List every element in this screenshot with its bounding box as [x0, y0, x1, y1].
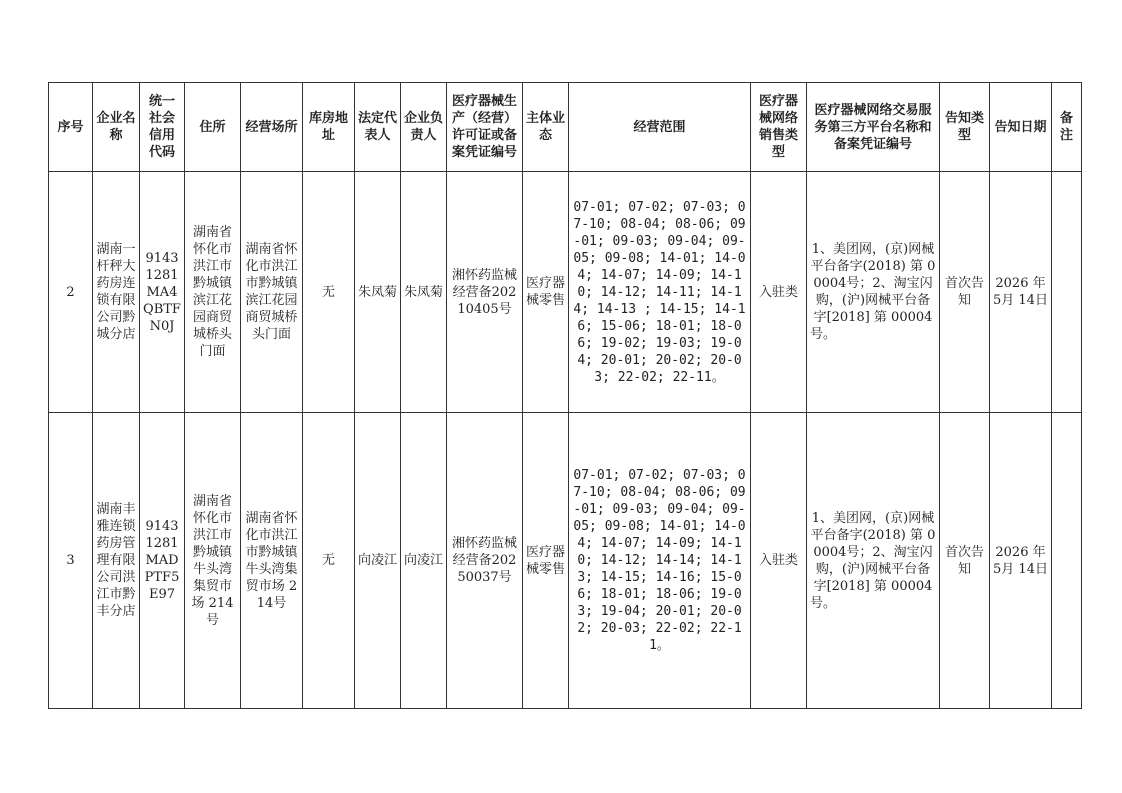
header-license-no: 医疗器械生产（经营）许可证或备案凭证编号: [447, 83, 523, 172]
cell-credit-code: 91431281MADPTF5E97: [140, 413, 185, 709]
header-scope: 经营范围: [569, 83, 751, 172]
cell-residence: 湖南省怀化市洪江市黔城镇滨江花园商贸城桥头门面: [185, 172, 241, 413]
header-sales-type: 医疗器械网络销售类型: [751, 83, 807, 172]
header-credit-code: 统一社会信用代码: [140, 83, 185, 172]
cell-responsible: 朱凤菊: [401, 172, 447, 413]
header-seq: 序号: [49, 83, 93, 172]
cell-legal-rep: 朱凤菊: [355, 172, 401, 413]
cell-notice-date: 2026 年 5月 14日: [990, 172, 1052, 413]
cell-business-place: 湖南省怀化市洪江市黔城镇牛头湾集贸市场 214号: [241, 413, 303, 709]
cell-entity-status: 医疗器械零售: [523, 172, 569, 413]
header-notice-date: 告知日期: [990, 83, 1052, 172]
cell-notice-type: 首次告知: [940, 413, 990, 709]
header-warehouse: 库房地址: [303, 83, 355, 172]
record-table: [48, 82, 1082, 709]
cell-notice-date: 2026 年 5月 14日: [990, 413, 1052, 709]
header-legal-rep: 法定代表人: [355, 83, 401, 172]
cell-remarks: [1052, 172, 1082, 413]
cell-company-name: 湖南丰雅连锁药房管理有限公司洪江市黔丰分店: [93, 413, 140, 709]
cell-platform: 1、美团网，(京)网械平台备字(2018) 第 00004号；2、淘宝闪购，(沪)网械平台备字[2018] 第 00004号。: [807, 413, 940, 709]
cell-entity-status: 医疗器械零售: [523, 413, 569, 709]
header-entity-status: 主体业态: [523, 83, 569, 172]
cell-sales-type: 入驻类: [751, 413, 807, 709]
header-platform: 医疗器械网络交易服务第三方平台名称和备案凭证编号: [807, 83, 940, 172]
cell-legal-rep: 向凌江: [355, 413, 401, 709]
cell-scope: 07-01; 07-02; 07-03; 07-10; 08-04; 08-06; 09-01; 09-03; 09-04; 09-05; 09-08; 14-01; 14-04; 14-07; 14-09; 14-10; 14-12; 14-11; 14-14; 14-13 ; 14-15; 14-16; 15-06; 18-01; 18-06; 19-02; 19-03; 19-04; 20-01; 20-02; 20-03; 22-02; 22-11。: [569, 172, 751, 413]
cell-company-name: 湖南一杆秤大药房连锁有限公司黔城分店: [93, 172, 140, 413]
cell-seq: 2: [49, 172, 93, 413]
cell-platform: 1、美团网，(京)网械平台备字(2018) 第 00004号；2、淘宝闪购，(沪)网械平台备字[2018] 第 00004号。: [807, 172, 940, 413]
cell-license-no: 湘怀药监械经营备20210405号: [447, 172, 523, 413]
cell-warehouse: 无: [303, 413, 355, 709]
cell-remarks: [1052, 413, 1082, 709]
cell-warehouse: 无: [303, 172, 355, 413]
table-row: [49, 172, 1082, 413]
header-business-place: 经营场所: [241, 83, 303, 172]
cell-seq: 3: [49, 413, 93, 709]
cell-notice-type: 首次告知: [940, 172, 990, 413]
header-responsible: 企业负责人: [401, 83, 447, 172]
cell-license-no: 湘怀药监械经营备20250037号: [447, 413, 523, 709]
cell-sales-type: 入驻类: [751, 172, 807, 413]
cell-business-place: 湖南省怀化市洪江市黔城镇滨江花园商贸城桥头门面: [241, 172, 303, 413]
cell-scope: 07-01; 07-02; 07-03; 07-10; 08-04; 08-06; 09-01; 09-03; 09-04; 09-05; 09-08; 14-01; 14-04; 14-07; 14-09; 14-10; 14-12; 14-14; 14-13; 14-15; 14-16; 15-06; 18-01; 18-06; 19-03; 19-04; 20-01; 20-02; 20-03; 22-02; 22-11。: [569, 413, 751, 709]
cell-residence: 湖南省怀化市洪江市黔城镇牛头湾集贸市场 214号: [185, 413, 241, 709]
header-row: [49, 83, 1082, 172]
header-notice-type: 告知类型: [940, 83, 990, 172]
cell-responsible: 向凌江: [401, 413, 447, 709]
table-row: [49, 413, 1082, 709]
cell-credit-code: 91431281MA4QBTFN0J: [140, 172, 185, 413]
header-remarks: 备注: [1052, 83, 1082, 172]
header-company-name: 企业名称: [93, 83, 140, 172]
header-residence: 住所: [185, 83, 241, 172]
